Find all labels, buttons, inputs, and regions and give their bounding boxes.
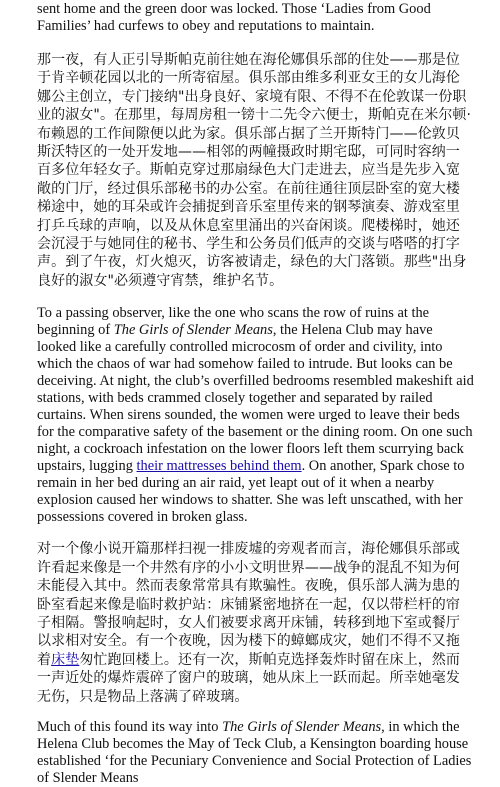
paragraph-text: Much of this found its way into <box>37 718 223 735</box>
mattresses-link[interactable]: their mattresses behind them <box>136 458 302 475</box>
paragraph-text: , in which the Helena Club becomes the May of Teck Club, a Kensington boarding house established ‘for the Pecuniary Convenience and Social Protection of Ladies of Slender Means <box>37 718 472 786</box>
paragraph-english-may-of-teck <box>37 719 474 787</box>
book-title: The Girls of Slender Means <box>113 322 273 339</box>
paragraph-text: 对一个像小说开篇那样扫视一排废墟的旁观者而言，海伦娜俱乐部或许看起来像是一个井然有序的小小文明世界——战争的混乱不知为何未能侵入其中。然而表象常常具有欺骗性。夜晚，俱乐部人满为患的卧室看起来像是临时救护站：床铺紧密地挤在一起，仅以带栏杆的帘子相隔。警报响起时，女人们被要求离开床铺，转移到地下室或餐厅以求相对安全。有一个夜晚，因为楼下的蟑螂成灾，她们不得不又拖着 <box>37 541 460 668</box>
paragraph-text: 匆忙跑回楼上。还有一次，斯帕克选择轰炸时留在床上，然而一声近处的爆炸震碎了窗户的玻璃，她从床上一跃而起。所幸她毫发无伤，只是物品上落满了碎玻璃。 <box>37 651 461 705</box>
mattress-link[interactable]: 床垫 <box>51 651 80 668</box>
paragraph-text: , the Helena Club may have looked like a carefully controlled microcosm of order and civility, into which the chaos of war had somehow failed to intrude. But looks can be deceiving. At night, the club’s overfilled bedrooms resembled makeshift aid stations, with beds crammed closely together and separated by railed curtains. When sirens sounded, the women were urged to leave their beds for the comparative safety of the basement or the dining room. On one such night, a cockroach infestation on the lower floors left them scurrying back upstairs, lugging <box>37 322 474 475</box>
paragraph-english-curfew: sent home and the green door was locked. Those ‘Ladies from Good Families’ had curfews to obey and reputations to maintain. <box>37 1 431 34</box>
paragraph-english-observer <box>37 305 474 526</box>
paragraph-chinese-observer <box>37 540 474 706</box>
paragraph-text: . On another, Spark chose to remain in her bed during an air raid, yet leapt out of it when a nearby explosion caused her windows to shatter. She was left unscathed, with her possessions covered in broken glass. <box>37 458 465 526</box>
paragraph-text: To a passing observer, like the one who scans the row of ruins at the beginning of <box>37 305 430 339</box>
paragraph-chinese-helena-club: 那一夜，有人正引导斯帕克前往她在海伦娜俱乐部的住处——那是位于肯辛顿花园以北的一所寄宿屋。俱乐部由维多利亚女王的女儿海伦娜公主创立，专门接纳"出身良好、家境有限、不得不在伦敦谋一份职业的淑女"。在那里，每周房租一镑十二先令六便士，斯帕克在米尔顿·布赖恩的工作间隙便以此为家。俱乐部占据了兰开斯特门——伦敦贝斯沃特区的一处开发地——相邻的两幢摄政时期宅邸，可同时容纳一百多位年轻女子。斯帕克穿过那扇绿色大门走进去，应当是先步入宽敞的门厅，经过俱乐部秘书的办公室。在前往通往顶层卧室的宽大楼梯途中，她的耳朵或许会捕捉到音乐室里传来的钢琴演奏、游戏室里打乒乓球的声响，以及从休息室里涌出的兴奋闲谈。爬楼梯时，她还会沉浸于与她同住的秘书、学生和公务员们低声的交谈与嗒嗒的打字声。到了午夜，灯火熄灭，访客被请走，绿色的大门落锁。那些"出身良好的淑女"必须遵守宵禁，维护名节。 <box>37 52 472 289</box>
book-title: The Girls of Slender Means <box>222 718 382 735</box>
